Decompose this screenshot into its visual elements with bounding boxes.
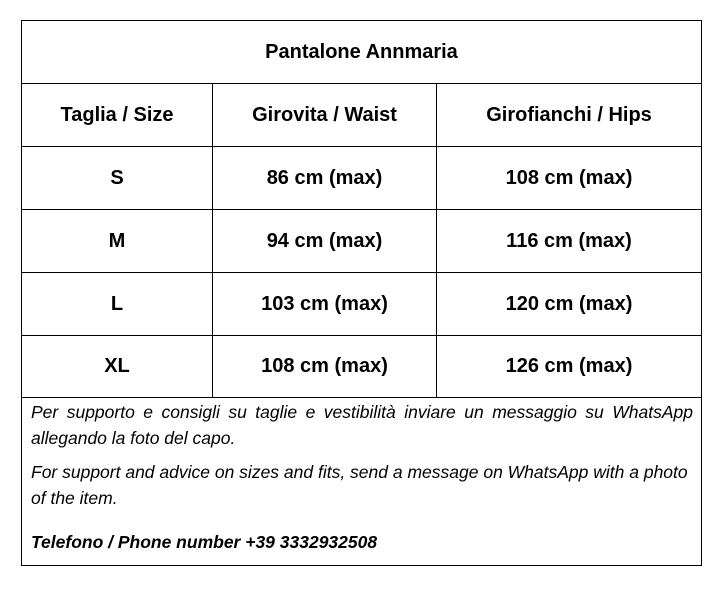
table-row [22, 335, 701, 398]
waist-cell: 108 cm (max) [213, 335, 437, 397]
size-cell: S [22, 147, 213, 209]
header-row [22, 84, 701, 147]
size-cell: XL [22, 335, 213, 397]
table-title: Pantalone Annmaria [22, 21, 701, 84]
hips-cell: 126 cm (max) [505, 354, 633, 377]
hips-cell: 116 cm (max) [506, 229, 632, 252]
size-cell: L [22, 273, 213, 335]
notes-section [22, 398, 701, 555]
header-hips: Girofianchi / Hips [486, 103, 652, 126]
size-chart-table [21, 20, 702, 566]
table-row [22, 147, 701, 210]
phone-number: Telefono / Phone number +39 3332932508 [31, 532, 378, 552]
hips-cell: 120 cm (max) [505, 292, 633, 315]
hips-cell: 108 cm (max) [505, 166, 633, 189]
waist-cell: 94 cm (max) [213, 210, 437, 272]
header-size: Taglia / Size [22, 84, 213, 146]
size-cell: M [22, 210, 213, 272]
table-row [22, 210, 701, 273]
waist-cell: 103 cm (max) [213, 273, 437, 335]
note-english: For support and advice on sizes and fits, send a message on WhatsApp with a photo of the item. [31, 462, 688, 508]
table-row [22, 273, 701, 336]
waist-cell: 86 cm (max) [213, 147, 437, 209]
note-italian: Per supporto e consigli su taglie e vestibilità inviare un messaggio su WhatsApp allegando la foto del capo. [31, 402, 693, 448]
header-waist: Girovita / Waist [213, 84, 437, 146]
